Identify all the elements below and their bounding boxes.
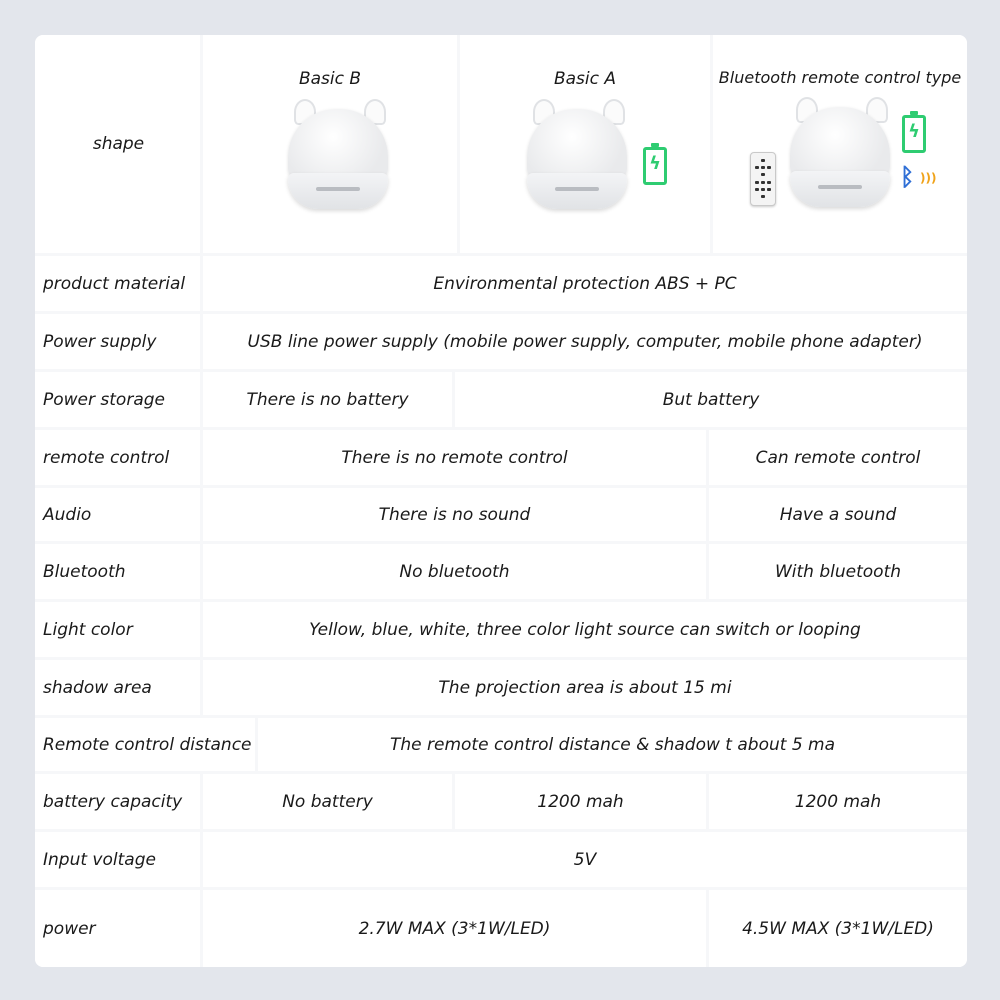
spec-row <box>35 372 967 427</box>
row-label: Audio <box>35 488 200 541</box>
lamp-base <box>527 173 627 209</box>
row-label: Input voltage <box>35 832 200 887</box>
product-image <box>720 97 960 237</box>
row-label: Power storage <box>35 372 200 427</box>
row-label: product material <box>35 256 200 311</box>
product-image <box>465 99 705 239</box>
spec-row <box>35 602 967 657</box>
remote-control-icon <box>750 152 776 206</box>
row-value: Can remote control <box>709 430 967 485</box>
row-label: shadow area <box>35 660 200 715</box>
row-value: 5V <box>203 832 967 887</box>
row-value: There is no remote control <box>203 430 706 485</box>
row-value: Yellow, blue, white, three color light source can switch or looping <box>203 602 967 657</box>
row-value: 1200 mah <box>709 774 967 829</box>
row-label: remote control <box>35 430 200 485</box>
product-image <box>210 99 450 239</box>
spec-row <box>35 718 967 771</box>
lamp-base <box>288 173 388 209</box>
lamp-logo <box>316 187 360 191</box>
spec-row <box>35 832 967 887</box>
lamp-logo <box>555 187 599 191</box>
row-value: But battery <box>455 372 967 427</box>
battery-charging-icon <box>643 147 667 185</box>
shape-label <box>35 35 200 253</box>
spec-row <box>35 774 967 829</box>
sound-waves-icon: ))) <box>920 171 937 185</box>
spec-row <box>35 544 967 599</box>
battery-charging-icon <box>902 115 926 153</box>
lamp-logo <box>818 185 862 189</box>
row-value: 4.5W MAX (3*1W/LED) <box>709 890 967 967</box>
spec-row <box>35 256 967 311</box>
column-title: Bluetooth remote control type <box>718 68 962 87</box>
row-value: Have a sound <box>709 488 967 541</box>
row-label: Power supply <box>35 314 200 369</box>
row-value: No battery <box>203 774 452 829</box>
shape-label-text: shape <box>92 134 145 154</box>
column-title: Basic A <box>553 69 617 89</box>
row-value: The remote control distance & shadow t about 5 ma <box>258 718 967 771</box>
spec-row <box>35 488 967 541</box>
row-label: Remote control distance <box>35 718 255 771</box>
row-value: 1200 mah <box>455 774 706 829</box>
bolt-glyph: ϟ <box>908 121 920 142</box>
row-value: The projection area is about 15 mi <box>203 660 967 715</box>
spec-table <box>35 35 967 967</box>
row-value: USB line power supply (mobile power supply, computer, mobile phone adapter) <box>203 314 967 369</box>
spec-row <box>35 660 967 715</box>
spec-row <box>35 314 967 369</box>
row-label: battery capacity <box>35 774 200 829</box>
lamp-base <box>790 171 890 207</box>
row-label: Light color <box>35 602 200 657</box>
row-value: There is no battery <box>203 372 452 427</box>
row-label: power <box>35 890 200 967</box>
column-title: Basic B <box>298 69 362 89</box>
header-row <box>35 35 967 253</box>
bolt-glyph: ϟ <box>649 153 661 174</box>
column-bluetooth-remote <box>713 35 967 253</box>
bluetooth-icon: ᛒ <box>900 163 915 191</box>
column-basic-a <box>460 35 710 253</box>
column-basic-b <box>203 35 457 253</box>
spec-row <box>35 890 967 967</box>
spec-row <box>35 430 967 485</box>
row-value: 2.7W MAX (3*1W/LED) <box>203 890 706 967</box>
row-value: No bluetooth <box>203 544 706 599</box>
row-value: Environmental protection ABS + PC <box>203 256 967 311</box>
row-value: There is no sound <box>203 488 706 541</box>
row-value: With bluetooth <box>709 544 967 599</box>
row-label: Bluetooth <box>35 544 200 599</box>
